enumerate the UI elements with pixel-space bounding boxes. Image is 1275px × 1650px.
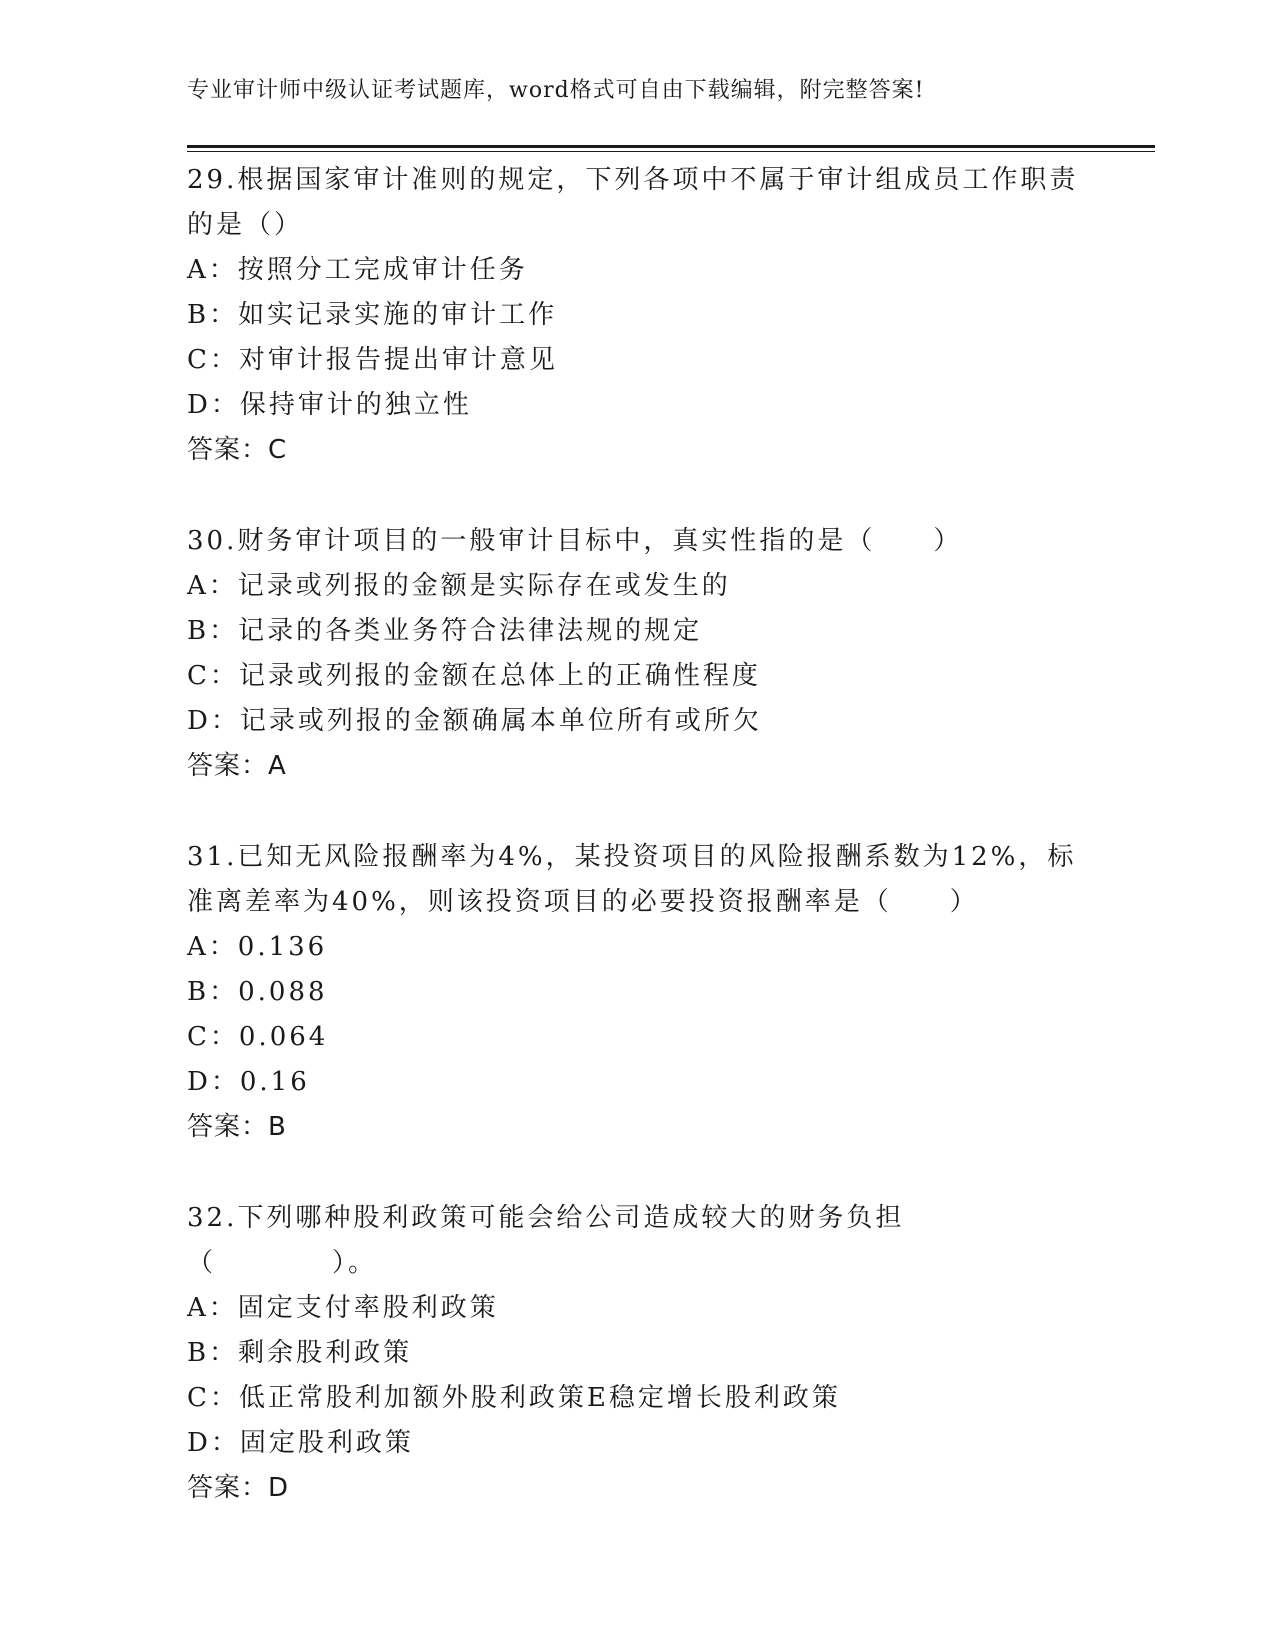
option-a: A：按照分工完成审计任务 [187,255,528,285]
option-b: B：0.088 [187,977,328,1007]
question-stem: 32.下列哪种股利政策可能会给公司造成较大的财务负担（ ）。 [187,1203,905,1278]
question-stem: 29.根据国家审计准则的规定，下列各项中不属于审计组成员工作职责的是（） [187,165,1079,240]
option-d: D：保持审计的独立性 [187,390,472,420]
option-b: B：记录的各类业务符合法律法规的规定 [187,616,703,646]
question-31 [187,835,1087,1150]
option-d: D：固定股利政策 [187,1428,414,1458]
option-b: B：剩余股利政策 [187,1338,413,1368]
option-a: A：0.136 [187,932,328,962]
option-c: C：低正常股利加额外股利政策E稳定增长股利政策 [187,1383,841,1413]
question-list [187,158,1087,1557]
option-d: D：0.16 [187,1067,310,1097]
header-divider-thick [187,145,1155,148]
question-32 [187,1196,1087,1511]
option-c: C：记录或列报的金额在总体上的正确性程度 [187,661,761,691]
option-a: A：固定支付率股利政策 [187,1293,499,1323]
option-c: C：0.064 [187,1022,329,1052]
question-stem: 31.已知无风险报酬率为4%，某投资项目的风险报酬系数为12%，标准离差率为40%，则该投资项目的必要投资报酬率是（ ） [187,842,1077,917]
answer-label: 答案：D [187,1473,290,1503]
page-header: 专业审计师中级认证考试题库，word格式可自由下载编辑，附完整答案! [187,78,925,103]
question-stem: 30.财务审计项目的一般审计目标中，真实性指的是（ ） [187,526,963,556]
option-c: C：对审计报告提出审计意见 [187,345,558,375]
header-divider-thin [187,151,1155,152]
answer-label: 答案：B [187,1112,287,1142]
option-b: B：如实记录实施的审计工作 [187,300,558,330]
answer-label: 答案：C [187,435,288,465]
question-30 [187,519,1087,789]
option-d: D：记录或列报的金额确属本单位所有或所欠 [187,706,762,736]
answer-label: 答案：A [187,751,287,781]
option-a: A：记录或列报的金额是实际存在或发生的 [187,571,731,601]
question-29 [187,158,1087,473]
